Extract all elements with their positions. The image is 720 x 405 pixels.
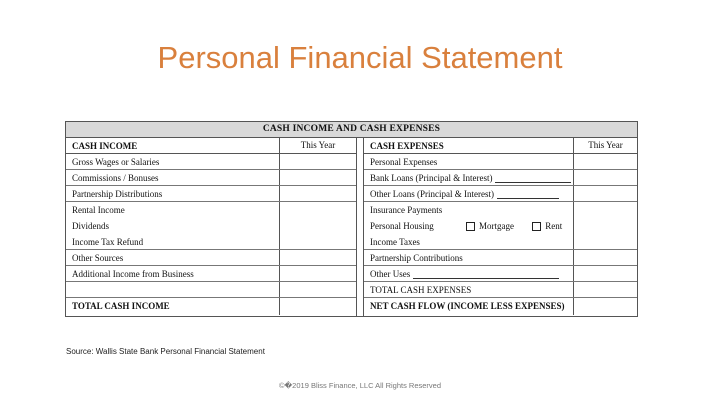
mortgage-checkbox[interactable]	[466, 222, 475, 231]
fill-in-blank[interactable]	[497, 190, 559, 199]
income-label: Commissions / Bonuses	[72, 172, 159, 183]
cash-income-column	[66, 138, 357, 316]
income-heading-row	[66, 138, 356, 154]
total-income-cell[interactable]	[279, 298, 356, 314]
mortgage-option-label: Mortgage	[479, 221, 514, 232]
income-value-cell[interactable]	[279, 170, 356, 185]
income-value-cell[interactable]	[279, 202, 356, 218]
income-row	[66, 266, 356, 282]
expense-label: Partnership Contributions	[370, 252, 463, 263]
form-header: CASH INCOME AND CASH EXPENSES	[66, 122, 637, 138]
income-label: Gross Wages or Salaries	[72, 156, 160, 167]
expense-value-cell[interactable]	[573, 170, 637, 185]
expense-row	[364, 154, 637, 170]
net-cash-flow-row	[364, 298, 637, 314]
income-row	[66, 282, 356, 298]
income-value-cell[interactable]	[279, 218, 356, 234]
income-value-cell[interactable]	[279, 282, 356, 297]
page-title: Personal Financial Statement	[157, 40, 563, 75]
expense-value-cell[interactable]	[573, 202, 637, 218]
expense-row	[364, 170, 637, 186]
net-cash-flow-cell[interactable]	[573, 298, 637, 314]
income-label: Dividends	[72, 221, 109, 232]
expense-label: Bank Loans (Principal & Interest)	[370, 172, 493, 183]
income-heading: CASH INCOME	[72, 140, 138, 151]
income-row	[66, 218, 356, 234]
expenses-year-header: This Year	[573, 138, 637, 153]
expense-row	[364, 234, 637, 250]
expense-value-cell[interactable]	[573, 266, 637, 281]
income-value-cell[interactable]	[279, 234, 356, 249]
rent-option-label: Rent	[545, 221, 563, 232]
income-row	[66, 154, 356, 170]
expense-value-cell[interactable]	[573, 250, 637, 265]
expense-label: Insurance Payments	[370, 205, 443, 216]
income-value-cell[interactable]	[279, 154, 356, 169]
cash-income-expenses-form	[65, 121, 638, 317]
income-label: Additional Income from Business	[72, 268, 194, 279]
income-value-cell[interactable]	[279, 266, 356, 281]
total-expenses-row	[364, 282, 637, 298]
expense-value-cell[interactable]	[573, 186, 637, 201]
cash-expenses-column	[363, 138, 637, 316]
expense-row	[364, 218, 637, 234]
income-label: Partnership Distributions	[72, 188, 163, 199]
copyright-footer: ©�2019 Bliss Finance, LLC All Rights Reserved	[278, 381, 442, 390]
income-row	[66, 202, 356, 218]
rent-checkbox[interactable]	[532, 222, 541, 231]
income-value-cell[interactable]	[279, 186, 356, 201]
expenses-heading: CASH EXPENSES	[370, 140, 444, 151]
expenses-heading-row	[364, 138, 637, 154]
fill-in-blank[interactable]	[495, 174, 571, 183]
expense-label: Other Uses	[370, 268, 411, 279]
total-expenses-cell[interactable]	[573, 282, 637, 297]
income-label: Rental Income	[72, 205, 125, 216]
expense-row	[364, 250, 637, 266]
income-row	[66, 186, 356, 202]
expense-value-cell[interactable]	[573, 234, 637, 249]
fill-in-blank[interactable]	[413, 270, 559, 279]
total-income-row	[66, 298, 356, 314]
income-label: Income Tax Refund	[72, 236, 144, 247]
income-label: Other Sources	[72, 252, 124, 263]
expense-row	[364, 186, 637, 202]
expense-value-cell[interactable]	[573, 154, 637, 169]
income-row	[66, 170, 356, 186]
total-expenses-label: TOTAL CASH EXPENSES	[370, 284, 472, 295]
total-income-label: TOTAL CASH INCOME	[72, 301, 170, 312]
expense-label: Other Loans (Principal & Interest)	[370, 188, 494, 199]
expense-row	[364, 202, 637, 218]
income-year-header: This Year	[279, 138, 356, 153]
income-value-cell[interactable]	[279, 250, 356, 265]
expense-value-cell[interactable]	[573, 218, 637, 234]
expense-label: Income Taxes	[370, 236, 420, 247]
expense-label: Personal Housing	[370, 221, 434, 232]
income-row	[66, 250, 356, 266]
expense-row	[364, 266, 637, 282]
net-cash-flow-label: NET CASH FLOW (INCOME LESS EXPENSES)	[370, 301, 565, 312]
source-caption: Source: Wallis State Bank Personal Financial Statement	[66, 347, 265, 356]
income-row	[66, 234, 356, 250]
expense-label: Personal Expenses	[370, 156, 438, 167]
